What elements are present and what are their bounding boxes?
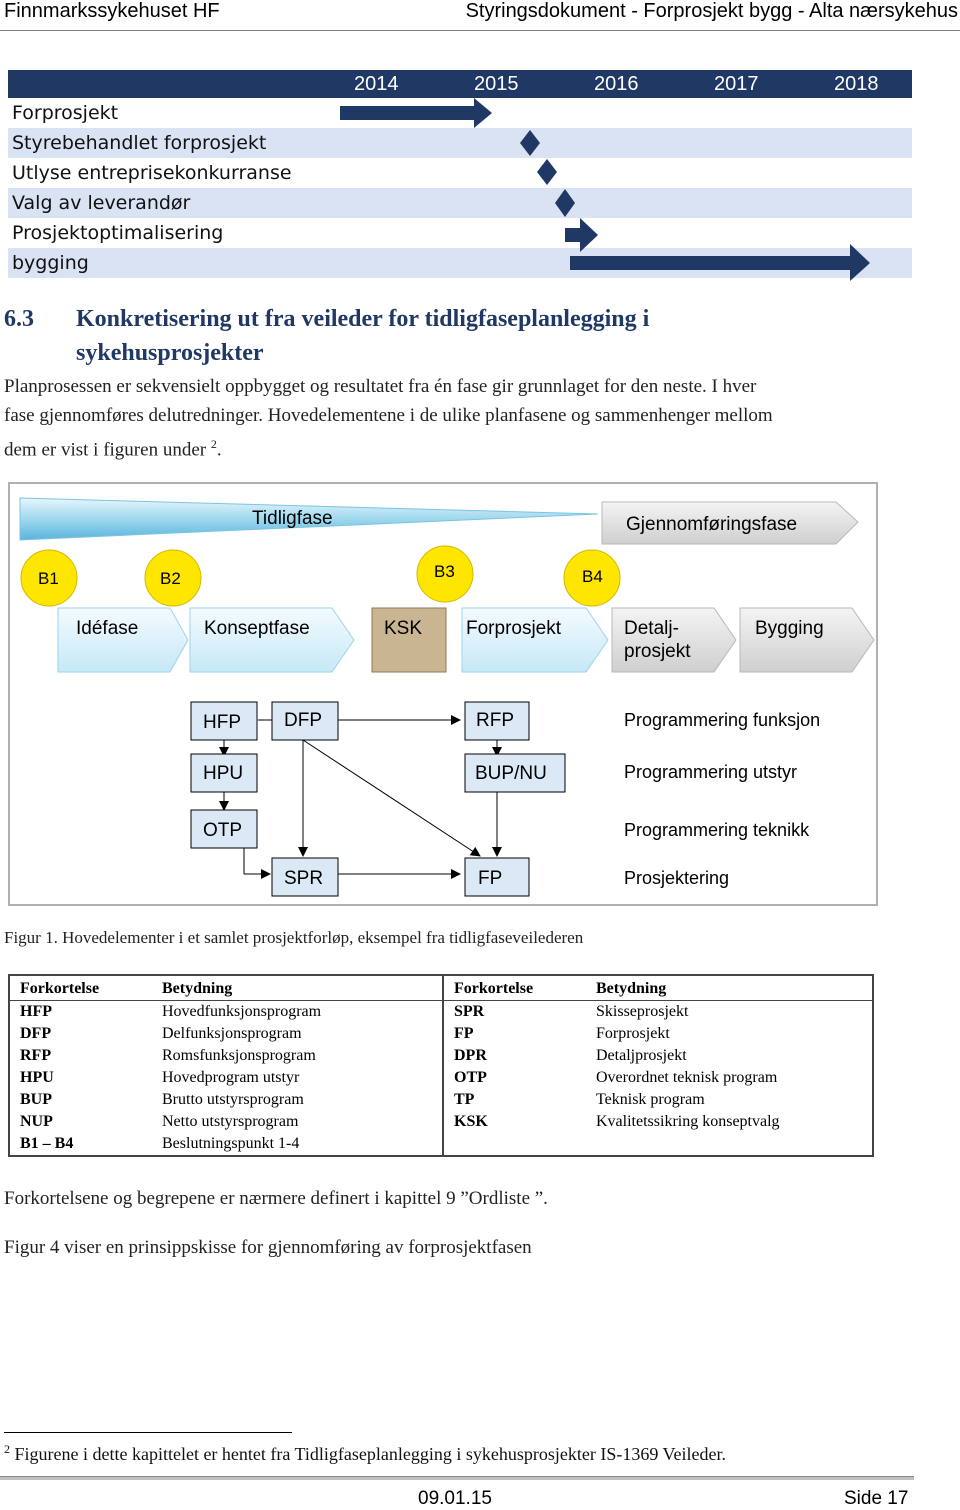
abbr-code: BUP <box>20 1091 52 1108</box>
box-label: OTP <box>203 820 243 841</box>
table-row <box>9 1001 873 1024</box>
gantt-bar-forprosjekt <box>340 98 492 128</box>
column-header: Betydning <box>586 975 873 1001</box>
abbr-code: SPR <box>454 1003 485 1020</box>
box-label: FP <box>478 868 503 889</box>
gantt-row-label: Prosjektoptimalisering <box>12 222 224 244</box>
gjennomforingsfase-label: Gjennomføringsfase <box>626 514 798 535</box>
paragraph-line <box>4 430 222 464</box>
decision-label: B4 <box>582 567 603 586</box>
decision-label: B1 <box>38 569 59 588</box>
abbr-code: DFP <box>20 1025 52 1042</box>
program-label: Programmering funksjon <box>624 710 821 730</box>
phase-label: Detalj- <box>624 618 679 639</box>
decision-label: B2 <box>160 569 181 588</box>
column-header: Forkortelse <box>443 975 586 1001</box>
process-diagram <box>10 484 876 904</box>
abbr-meaning: Hovedfunksjonsprogram <box>152 1001 443 1024</box>
box-label: HPU <box>203 763 244 784</box>
abbr-meaning: Delfunksjonsprogram <box>152 1023 443 1045</box>
box-label: BUP/NU <box>475 763 547 784</box>
table-row <box>9 1133 873 1156</box>
abbr-meaning <box>586 1133 873 1156</box>
abbr-meaning: Romsfunksjonsprogram <box>152 1045 443 1067</box>
paragraph-text: dem er vist i figuren under <box>4 439 207 461</box>
abbr-meaning: Beslutningspunkt 1-4 <box>152 1133 443 1156</box>
document-title: Styringsdokument - Forprosjekt bygg - Alta nærsykehus <box>465 0 958 22</box>
table-row <box>9 1023 873 1045</box>
abbr-code: HPU <box>20 1069 54 1086</box>
table-row <box>9 1111 873 1133</box>
section-number: 6.3 <box>4 306 34 332</box>
phase-label: Konseptfase <box>204 618 310 639</box>
abbr-meaning: Kvalitetssikring konseptvalg <box>596 1113 780 1130</box>
box-label: HFP <box>203 712 241 733</box>
section-title-line1: Konkretisering ut fra veileder for tidligfaseplanlegging i <box>76 306 650 332</box>
paragraph-end: . <box>216 439 222 461</box>
gantt-markers <box>0 0 960 290</box>
abbr-code: TP <box>454 1091 475 1108</box>
box-label: SPR <box>284 868 324 889</box>
phase-label: Bygging <box>755 618 824 639</box>
footnote-reference: 2 <box>210 437 217 451</box>
table-row <box>9 1067 873 1089</box>
table-header-row <box>9 975 873 1001</box>
abbr-code <box>443 1133 586 1156</box>
abbr-meaning: Brutto utstyrsprogram <box>152 1089 443 1111</box>
paragraph-line: fase gjennomføres delutredninger. Hovedelementene i de ulike planfasene og sammenhenger mellom <box>4 405 773 426</box>
column-header: Betydning <box>152 975 443 1001</box>
gantt-milestone-valg <box>555 189 575 217</box>
program-label: Programmering utstyr <box>624 762 798 782</box>
year-label: 2015 <box>474 73 519 95</box>
figure-caption: Figur 1. Hovedelementer i et samlet prosjektforløp, eksempel fra tidligfaseveilederen <box>4 928 584 947</box>
abbr-code: NUP <box>20 1113 53 1130</box>
abbr-code: B1 – B4 <box>20 1135 74 1152</box>
paragraph-line: Figur 4 viser en prinsippskisse for gjennomføring av forprosjektfasen <box>4 1237 532 1258</box>
gantt-row-label: Valg av leverandør <box>12 192 191 214</box>
program-label: Programmering teknikk <box>624 820 810 840</box>
gantt-milestone-utlyse <box>537 159 557 185</box>
tidligfase-label: Tidligfase <box>252 508 333 529</box>
decision-label: B3 <box>434 562 455 581</box>
section-title-line2: sykehusprosjekter <box>76 340 264 366</box>
gantt-row-label: Forprosjekt <box>12 102 119 124</box>
year-label: 2016 <box>594 73 639 95</box>
gantt-bar-bygging <box>570 244 870 281</box>
paragraph-line: Planprosessen er sekvensielt oppbygget og resultatet fra én fase gir grunnlaget for den neste. I hver <box>4 376 757 397</box>
abbr-code: KSK <box>454 1113 488 1130</box>
year-label: 2017 <box>714 73 759 95</box>
box-label: RFP <box>476 710 514 731</box>
phase-label: Forprosjekt <box>466 618 562 639</box>
abbr-code: HFP <box>20 1003 52 1020</box>
program-label: Prosjektering <box>624 868 730 888</box>
phase-label: KSK <box>384 618 423 639</box>
page-number: Side 17 <box>844 1488 909 1509</box>
abbr-meaning: Netto utstyrsprogram <box>152 1111 443 1133</box>
gantt-row-label: Utlyse entreprisekonkurranse <box>12 162 292 184</box>
abbr-code: DPR <box>454 1047 487 1064</box>
abbr-meaning: Forprosjekt <box>596 1025 670 1042</box>
abbr-meaning: Hovedprogram utstyr <box>152 1067 443 1089</box>
footer-date: 09.01.15 <box>418 1488 492 1509</box>
table-row <box>9 1089 873 1111</box>
abbr-code: FP <box>454 1025 474 1042</box>
phase-label: prosjekt <box>624 641 691 662</box>
abbr-code: RFP <box>20 1047 52 1064</box>
gantt-milestone-styrebehandlet <box>520 130 540 156</box>
abbr-meaning: Detaljprosjekt <box>596 1047 687 1064</box>
gantt-bar-prosjektoptimalisering <box>565 218 598 252</box>
year-label: 2018 <box>834 73 879 95</box>
abbr-meaning: Teknisk program <box>596 1091 705 1108</box>
table-row <box>9 1045 873 1067</box>
footnote-divider <box>4 1432 292 1433</box>
abbr-meaning: Skisseprosjekt <box>596 1003 689 1020</box>
footnote-number: 2 <box>4 1442 10 1456</box>
year-label: 2014 <box>354 73 399 95</box>
gantt-row-label: bygging <box>12 252 89 274</box>
footnote-text: Figurene i dette kapittelet er hentet fra Tidligfaseplanlegging i sykehusprosjekter IS-1369 Veileder. <box>14 1444 727 1464</box>
document-organization: Finnmarkssykehuset HF <box>4 0 220 22</box>
abbreviation-table <box>8 974 874 1157</box>
phase-label: Idéfase <box>76 618 139 639</box>
gantt-row-label: Styrebehandlet forprosjekt <box>12 132 267 154</box>
abbr-meaning: Overordnet teknisk program <box>596 1069 778 1086</box>
column-header: Forkortelse <box>9 975 152 1001</box>
paragraph-line: Forkortelsene og begrepene er nærmere definert i kapittel 9 ”Ordliste ”. <box>4 1188 548 1209</box>
footer-divider <box>0 1476 914 1480</box>
box-label: DFP <box>284 710 322 731</box>
abbr-code: OTP <box>454 1069 487 1086</box>
footnote <box>4 1442 726 1465</box>
